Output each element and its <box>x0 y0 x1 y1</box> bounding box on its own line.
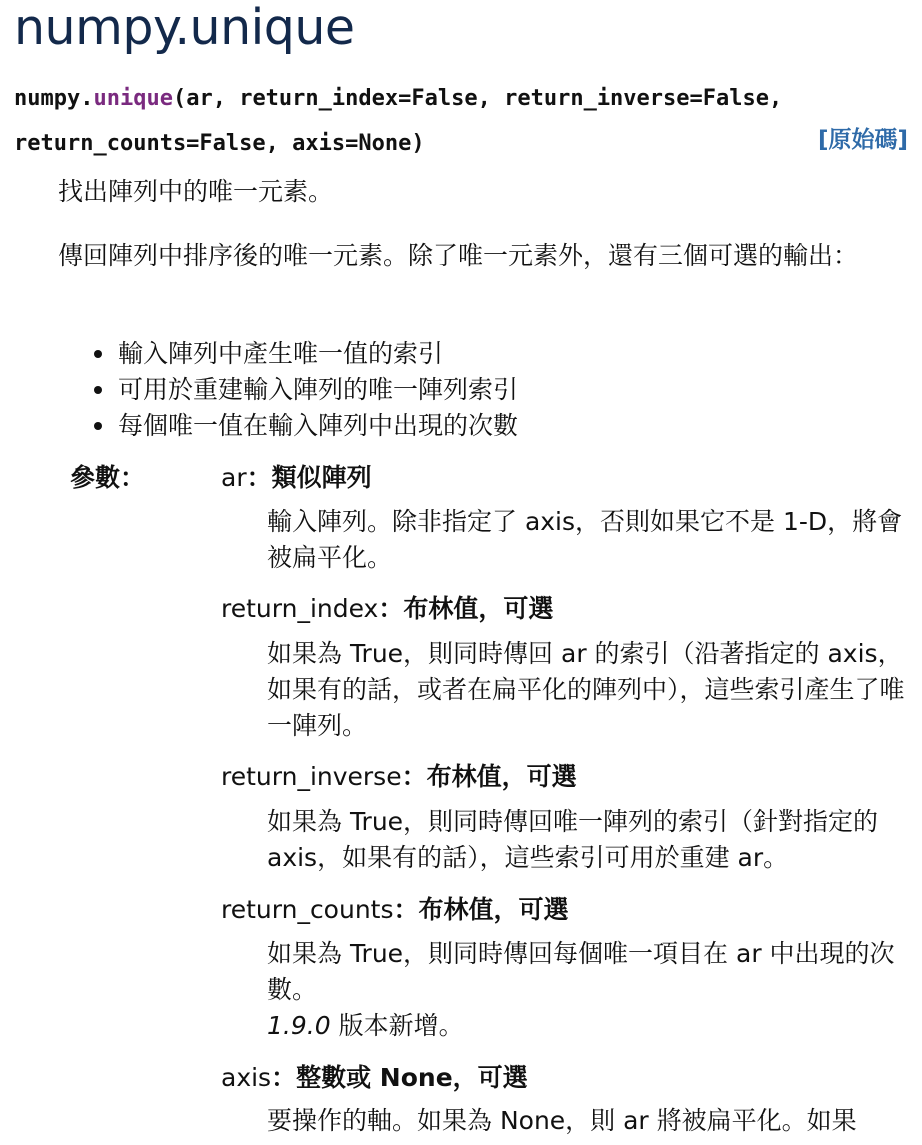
list-item <box>92 408 518 444</box>
list-item-text: 可用於重建輸入陣列的唯一陣列索引 <box>118 375 519 404</box>
param-name: axis <box>221 1063 272 1092</box>
function-signature-line-1 <box>14 84 782 114</box>
page-title: numpy.unique <box>14 0 355 56</box>
signature-function-name: unique <box>93 86 173 111</box>
param-name: return_inverse <box>221 762 402 791</box>
param-return-inverse-heading <box>221 759 577 795</box>
param-return-counts-text: 如果為 True，則同時傳回每個唯一項目在 ar 中出現的次數。 <box>267 939 895 1004</box>
param-type: ：布林值，可選 <box>401 762 577 791</box>
param-name: return_counts <box>221 895 394 924</box>
output-list <box>92 336 518 444</box>
param-return-counts-heading <box>221 892 569 928</box>
bullet-icon <box>94 422 102 430</box>
param-name: return_index <box>221 594 379 623</box>
param-axis-description: 要操作的軸。如果為 None，則 ar 將被扁平化。如果 <box>267 1106 857 1135</box>
list-item-text: 輸入陣列中產生唯一值的索引 <box>118 339 444 368</box>
param-return-counts-description <box>267 936 912 1044</box>
param-return-index-description: 如果為 True，則同時傳回 ar 的索引（沿著指定的 axis，如果有的話，或者在扁平化的陣列中），這些索引產生了唯一陣列。 <box>267 639 905 740</box>
bullet-icon <box>94 386 102 394</box>
list-item-text: 每個唯一值在輸入陣列中出現的次數 <box>118 411 519 440</box>
param-return-index-heading <box>221 591 553 627</box>
param-return-inverse-description: 如果為 True，則同時傳回唯一陣列的索引（針對指定的 axis，如果有的話），這些索引可用於重建 ar。 <box>267 807 879 872</box>
param-type: ：布林值，可選 <box>393 895 569 924</box>
version-text: 版本新增。 <box>330 1011 464 1040</box>
version-added-note <box>267 1008 912 1044</box>
function-signature-line-2 <box>14 129 425 159</box>
list-item <box>92 372 518 408</box>
param-type: ：布林值，可選 <box>378 594 554 623</box>
signature-args-1: (ar, return_index=False, return_inverse=False, <box>172 86 783 111</box>
description-text: 傳回陣列中排序後的唯一元素。除了唯一元素外，還有三個可選的輸出： <box>58 241 859 270</box>
param-axis-heading <box>221 1060 528 1096</box>
signature-module: numpy. <box>14 86 94 111</box>
signature-args-2: return_counts=False, axis=None) <box>14 131 425 156</box>
list-item <box>92 336 518 372</box>
version-number: 1.9.0 <box>267 1011 331 1040</box>
summary-text: 找出陣列中的唯一元素。 <box>58 177 334 206</box>
param-ar-description: 輸入陣列。除非指定了 axis，否則如果它不是 1-D，將會被扁平化。 <box>267 507 903 572</box>
bullet-icon <box>94 350 102 358</box>
parameters-label: 參數： <box>70 463 146 492</box>
param-ar-heading <box>221 460 372 496</box>
param-type: ：整數或 None，可選 <box>271 1063 528 1092</box>
source-code-link[interactable]: [原始碼] <box>817 127 908 153</box>
param-name: ar <box>221 463 247 492</box>
param-type: ：類似陣列 <box>246 463 372 492</box>
